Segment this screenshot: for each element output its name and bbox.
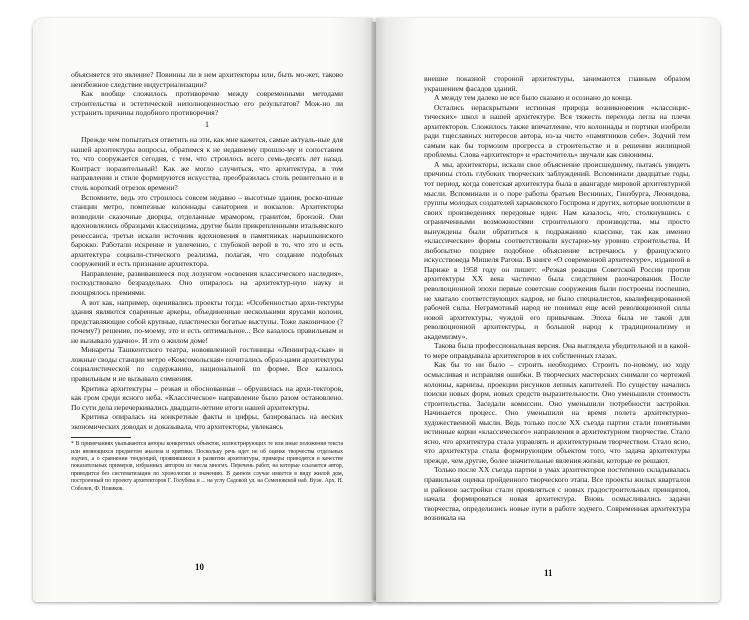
right-paragraph: А мы, архитекторы, искали свое объяснение происшедшему, пытаясь увидеть причины столь глубоких творческих заблуждений. Вспоминали двадцатые годы, тот период, когда советская архитектура была в авангарде мировой архитектурной мысли. Вспоминали и о поре работы братьев Весниных, Гинзбурга, Леонидова, группы молодых создателей харьковского Госпрома и других, которые воплотили в своих произведениях передовые идеи. Нам казалось, что, столкнувшись с ограниченными возможностями строительного производства, мы просто вынуждены были обратиться к подражанию классике, так как именно «классические» формы соответствовали кустарно-му уровню строительства. И любопытно позднее подобное объяснение встречаюсь у французского искусствоведа Мишеля Рагона. В книге «О современной архитектуре», изданной в Париже в 1958 году он пишет: «Резкая реакция Советской России против архитектуры XX века частично была следствием разочарования. После революционной эпохи первые советские сооружения были построены поспешно, не хватало соответствующих кадров, не было специалистов, квалифицированной рабочей силы. Неграмотный народ не понимал еще всей революционной силы новой архитектуры, чуждой его привычкам. Эпоха была не такой для революционной архитектуры, и большой народ к традиционализму и академизму».: [424, 159, 690, 341]
right-paragraph: Такова была профессиональная версия. Она выглядела убедительной и в какой-то мере оправдывала архитекторов в их собственных глазах.: [424, 341, 690, 360]
footnote: * В примечаниях указываются авторы конкретных объектов, иллюстрирующих те или иные положения текста или являющихся предметом анализа и критики. Поскольку речь идет не об оценке творчества отдельных зодчих, а о сравнении тенденций, проявившихся в развитии архитектуры, примеры приводятся в качестве показательных примеров, избранных автором из числа многих. Перечень работ, на которые ссылается автор, приводится без систематизации по хронологии и значению. В данном случае имеется в виду жилой дом, построенный по проекту архитекторов Г. Голубева и ... на углу Садовой ул. на Семеновской наб. Вуэн. Арх. Н. Соболев, Ф. Новиков.: [71, 441, 343, 492]
right-page: [376, 18, 720, 602]
left-page: [33, 18, 373, 602]
left-paragraph: Вспомните, ведь это строилось совсем недавно – высотные здания, роско-шные станции метро, помпезные колоннады санаториев и вокзалов. Архитекторы возводили сказочные дворцы, отделанные мрамором, гранитом, бронзой. Они вдохновлялись образцами классицизма, другие были прикрепленными итальянского ренессанса, третьи искали источник вдохновения в памятниках нарышкинского барокко. Работали искренне и увлеченно, с глубокой верой в то, что это и есть архитектура социали-стического реализма, полагая, что создание подобных сооружений и есть признание архитектора.: [71, 192, 343, 269]
left-intro-line: Как вообще сложилось противоречие между современными методами строительства и эстетической неполноценностью его результатов? Мож-но ли устранить причины подобного противоречия?: [71, 89, 343, 118]
left-paragraph: Критика опиралась на конкретные факты и цифры, базировалась на веских экономических доводах и доказывала, что архитекторы, увлекаясь: [71, 412, 343, 431]
right-page-text: [424, 74, 690, 523]
right-page-number: 11: [544, 568, 553, 578]
left-paragraph: Прежде чем попытаться ответить на эти, как мне кажется, самые актуаль-ные для нашей архитектуры вопросы, обратимся к не недавнему прошло-му и сопоставим то, что сооружается сегодня, с тем, что строилось всего семь-десять лет назад. Контраст поразительный! Как же могло случиться, что архитектура, в том направлении и стиле формируются искусства, преобразилась столь решительно и в столь короткий отрезок времени?: [71, 135, 343, 193]
right-paragraph: Только после XX съезда партии в умах архитекторов постепенно складывалась правильная оценка пройденного творческого этапа. Все проекты жилых кварталов и районов застройки стали проявляться с новых градостроительных принципов, начала формироваться новая архитектура. Вновь осмысливались задачи творчества, определились новые пути в работе зодчего. Современная архитектура возникала на: [424, 465, 690, 523]
right-paragraph: Как бы то ни было – строить необходимо. Строить по-новому, но ходу осмысливая и исправляя ошибки. В творческих мастерских снимали со чертежей колонны, карнизы, проекции рисунков лепных капителей. По существу начались поиски новых форм, новых средств выразительности. Оно уменьшили стоимость строительства. Заседали комиссии. Оно уменьшили потребности застройки. Начинается процесс. Оно уменьшили на время полета архитектурно-художественной мысли. Ведь только после XX съезда партии стали понятными истинные корни «классического» направления в архитектурном творчестве. Стало ясно, что архитектура стала управлять и архитектурным творчеством. Стало ясно, что архитектура стала формирующим объектом того, что задача архитектуры прежде, чем другие, более значительные явления жизни, которые ее решают.: [424, 360, 690, 465]
right-paragraph: А между тем далеко не все было сказано и осознано до конца.: [434, 93, 633, 103]
right-paragraph: Остались нераскрытыми истинная природа возникновения «классицис-тических» школ в нашей архитектуре. Вся тяжесть перехода легла на плечи архитекторов. Сложилось также впечатление, что колоннады и портики изобрели ради тщеславных интересов автора, из-за чисто «памятников себе». Зодчий тем самым как бы тормозом прогресса в строительстве и в решении жилищной проблемы. Слова «архитектор» и «расточитель» звучали как синонимы.: [424, 102, 690, 160]
left-paragraph: Минареты Ташкентского театра, новоявленной гостиницы «Ленинград-ская» и ложные своды станции метро «Комсомольская» почитались образ-цами архитектуры социалистической по содержанию, национальной по форме. Все казалось правильным и не вызывало сомнения.: [71, 345, 343, 383]
left-intro-line: объясняется это явление? Повинны ли в нем архитекторы или, быть мо-жет, таково неизбежное следствие индустриализации?: [71, 70, 343, 89]
section-number: 1: [205, 119, 209, 129]
left-paragraph: Критика архитектуры – резкая и обоснованная – обрушилась на архи-текторов, как гром среди ясного неба. «Классическое» направление было разом остановлено. По сути дела перечеркивались двадцати-летние итоги нашей архитектуры.: [71, 383, 343, 412]
left-page-number: 10: [195, 562, 204, 572]
footnote-divider: [71, 437, 131, 438]
right-paragraph: внешне показной стороной архитектуры, занимаются главным образом украшением фасадов зданий.: [424, 74, 690, 93]
left-page-text: [71, 70, 343, 493]
left-paragraph: А вот как, например, оценивались проекты тогда: «Особенностью архи-тектуры здания являются спаренные аркеры, объединенные несколькими ярусами колонн, представляющие собой крупные, пластически богатые выступы. Тоже лаконичное (? почему?) решение, по-моему, это и есть оптимальное... Все казалось правильным и не вызывало удачно». И это о жилом доме!: [71, 297, 343, 345]
left-paragraph: Направление, развивавшееся под лозунгом «освоения классического наследия», господствовало безраздельно. Оно опиралось на архитектур-ную науку и поощрялось премиями.: [71, 268, 343, 298]
